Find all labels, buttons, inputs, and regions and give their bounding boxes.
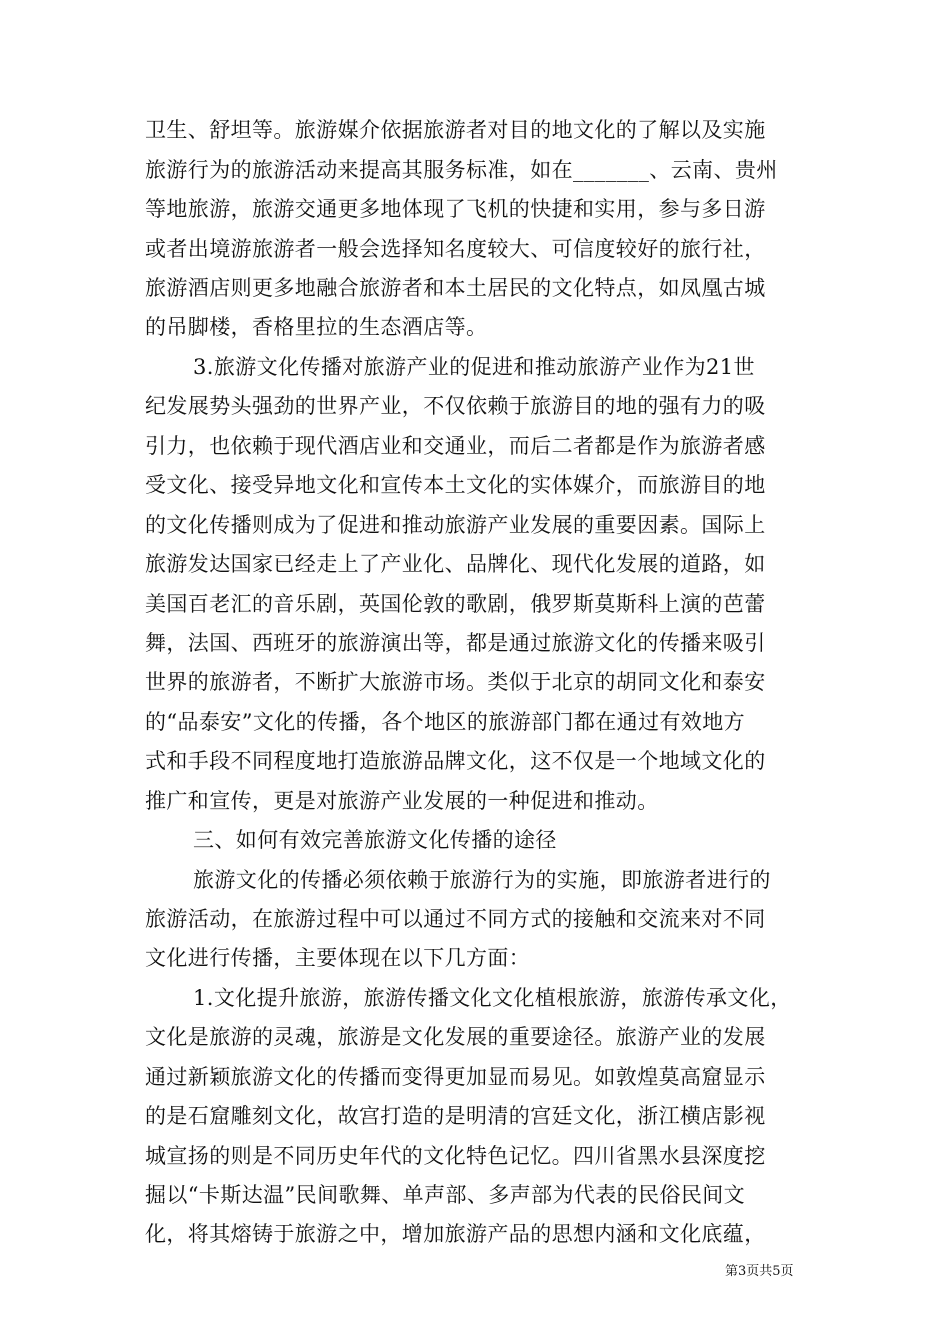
text-line: 推广和宣传，更是对旅游产业发展的一种促进和推动。 <box>145 789 659 813</box>
text-line: 舞，法国、西班牙的旅游演出等，都是通过旅游文化的传播来吸引 <box>145 631 766 655</box>
text-line: 世界的旅游者，不断扩大旅游市场。类似于北京的胡同文化和泰安 <box>145 670 766 694</box>
text-line: 的文化传播则成为了促进和推动旅游产业发展的重要因素。国际上 <box>145 513 766 537</box>
text-line: 文化进行传播，主要体现在以下几方面： <box>145 946 531 970</box>
text-line: 纪发展势头强劲的世界产业，不仅依赖于旅游目的地的强有力的吸 <box>145 394 766 418</box>
text-line: 卫生、舒坦等。旅游媒介依据旅游者对目的地文化的了解以及实施 <box>145 118 766 142</box>
text-line: 旅游发达国家已经走上了产业化、品牌化、现代化发展的道路，如 <box>145 552 766 576</box>
text-line: 受文化、接受异地文化和宣传本土文化的实体媒介，而旅游目的地 <box>145 473 766 497</box>
text-line: 旅游活动，在旅游过程中可以通过不同方式的接触和交流来对不同 <box>145 907 766 931</box>
section-heading: 三、如何有效完善旅游文化传播的途径 <box>193 828 557 852</box>
text-line: 旅游酒店则更多地融合旅游者和本土居民的文化特点，如凤凰古城 <box>145 276 766 300</box>
text-line: 1.文化提升旅游，旅游传播文化文化植根旅游，旅游传承文化， <box>193 986 792 1010</box>
text-line: 等地旅游，旅游交通更多地体现了飞机的快捷和实用，参与多日游 <box>145 197 766 221</box>
page-number: 第3页共5页 <box>725 1264 794 1279</box>
text-line: 文化是旅游的灵魂，旅游是文化发展的重要途径。旅游产业的发展 <box>145 1025 766 1049</box>
text-line: 3.旅游文化传播对旅游产业的促进和推动旅游产业作为21世 <box>193 355 755 379</box>
text-line: 旅游行为的旅游活动来提高其服务标准，如在_______、云南、贵州 <box>145 158 778 182</box>
text-line: 引力，也依赖于现代酒店业和交通业，而后二者都是作为旅游者感 <box>145 434 766 458</box>
text-line: 通过新颖旅游文化的传播而变得更加显而易见。如敦煌莫高窟显示 <box>145 1065 766 1089</box>
text-line: 旅游文化的传播必须依赖于旅游行为的实施，即旅游者进行的 <box>193 868 771 892</box>
text-line: 化，将其熔铸于旅游之中，增加旅游产品的思想内涵和文化底蕴， <box>145 1222 766 1246</box>
text-line: 掘以“卡斯达温”民间歌舞、单声部、多声部为代表的民俗民间文 <box>145 1183 746 1207</box>
text-line: 美国百老汇的音乐剧，英国伦敦的歌剧，俄罗斯莫斯科上演的芭蕾 <box>145 592 766 616</box>
text-line: 的是石窟雕刻文化，故宫打造的是明清的宫廷文化，浙江横店影视 <box>145 1104 766 1128</box>
text-line: 或者出境游旅游者一般会选择知名度较大、可信度较好的旅行社， <box>145 237 766 261</box>
text-line: 的“品泰安”文化的传播，各个地区的旅游部门都在通过有效地方 <box>145 710 746 734</box>
text-line: 的吊脚楼，香格里拉的生态酒店等。 <box>145 315 488 339</box>
text-line: 城宣扬的则是不同历史年代的文化特色记忆。四川省黑水县深度挖 <box>145 1144 766 1168</box>
text-line: 式和手段不同程度地打造旅游品牌文化，这不仅是一个地域文化的 <box>145 749 766 773</box>
